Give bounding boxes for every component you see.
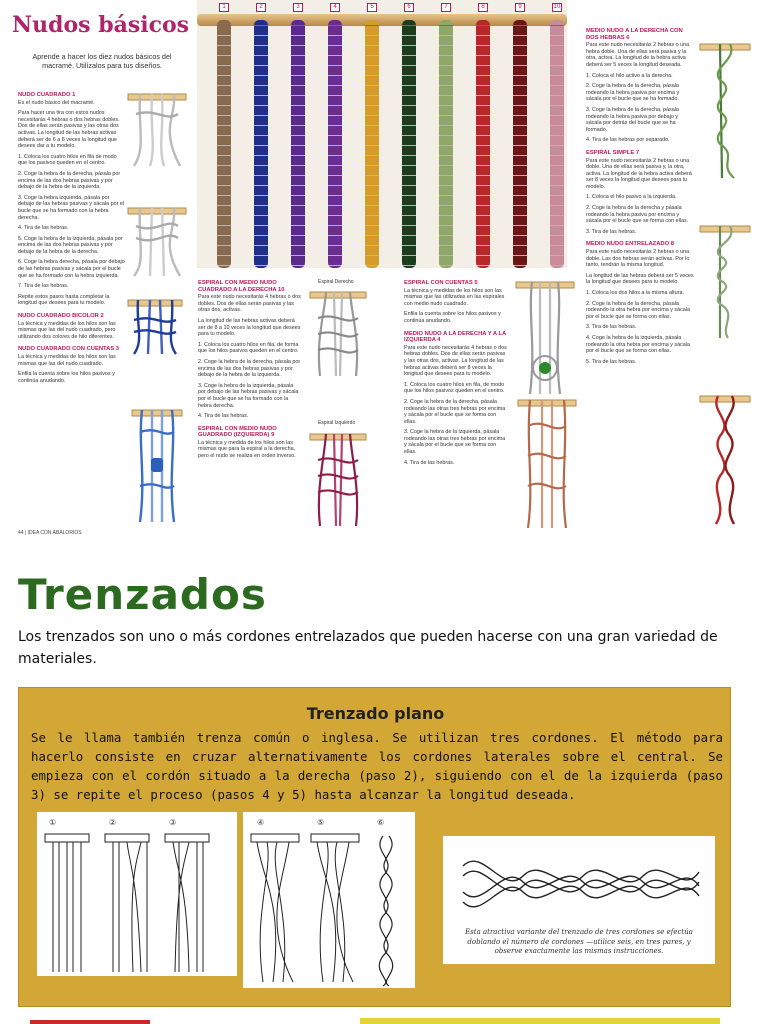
cord-samples-photo: [197, 0, 567, 268]
cord-number-label: 2: [256, 3, 266, 12]
trenzado-plano-text: Se le llama también trenza común o inglesa. Se utilizan tres cordones. El método para hacerlo consiste en cruzar alternativamente los cordones laterales sobre el central. Se empieza con el cordón situado a la derecha (paso 2), siguiendo con el de la izquierda (paso 3) se repite el proceso (pasos 4 y 5) hasta alcanzar la longitud deseada.: [31, 730, 723, 802]
knotted-cord-sample: [328, 20, 342, 268]
section-heading: ESPIRAL CON MEDIO NUDO GUADRADO (IZQUIERDA) 9: [198, 425, 277, 439]
beaded-spiral-figure: [510, 276, 580, 396]
knotted-cord-sample: [254, 20, 268, 268]
paragraph: 2. Coge la hebra de la derecha y pásala rodeando la hebra pasiva por encima y sácala por el bucle que se forma con ellas.: [586, 205, 689, 225]
paragraph: La longitud de las hebras activas deberá ser de 8 a 10 veces la longitud que desees para tu modelo.: [198, 317, 301, 338]
trenzado-plano-title: Trenzado plano: [306, 704, 445, 723]
step-label-5: ⑤: [317, 818, 325, 827]
paragraph: 5. Coge la hebra de la izquierda, pásala por encima de las dos hebras pasivas y por debajo de la hebra de la derecha.: [18, 235, 123, 255]
two-cord-knot-figure: [698, 40, 752, 180]
braid-steps-4-6-drawing: [243, 812, 415, 988]
paragraph: 3. Coge la hebra izquierda, pásala por debajo de las hebras pasivas y sácala por el bucle que se ha formado con la hebra derecha.: [18, 194, 125, 221]
cord-number-label: 5: [367, 3, 377, 12]
six-cord-braid-caption: Esta atractiva variante del trenzado de tres cordones se efectúa doblando el número de cordones —utilice seis, en tres pares, y observe exactamente las mismas instrucciones.: [465, 928, 693, 955]
braid-steps-1-3-drawing: [37, 812, 237, 976]
paragraph: La longitud de las hebras deberá ser 5 veces la longitud que desees para tu modelo.: [586, 272, 694, 286]
paragraph: 2. Coge la hebra de la derecha, pásala rodeando la otra hebra por encima y sácala por el bucle que se forma con ellas.: [586, 300, 690, 320]
step-label-6: ⑥: [377, 818, 385, 827]
paragraph: 4. Tira de las hebras.: [198, 413, 249, 420]
paragraph: 4. Coge la hebra de la izquierda, pásala rodeando la otra hebra por encima y sácala por el bucle que se forma con ellas.: [586, 334, 690, 355]
cord-number-label: 8: [478, 3, 488, 12]
knotted-cord-sample: [402, 20, 416, 268]
square-knot-figure-2: [126, 202, 188, 278]
paragraph: Es el nudo básico del macramé.: [18, 99, 95, 106]
paragraph: 1. Coloca el hilo activo a la derecha.: [586, 72, 673, 79]
paragraph: Para este nudo necesitarás 2 hebras o una doble. Una de ellas será pasiva y, la otra, activa. La longitud de la hebra activa deberá ser 8 veces la longitud que desees para tu modelo.: [586, 157, 692, 190]
cord-number-label: 9: [515, 3, 525, 12]
spiral-left-figure: [306, 430, 370, 528]
paragraph: 3. Tira de las hebras.: [586, 228, 637, 235]
paragraph: Para este nudo necesitarás 4 hebras o dos hebras dobles. Dos de ellas serán pasivas y las otras dos, activas. La longitud de las hebras activas deberá ser 8 veces la longitud que desees para tu modelo.: [404, 344, 507, 378]
paragraph: Para este nudo necesitarás 4 hebras o dos dobles. Dos de ellas serán pasivas y las otras dos, activas.: [198, 294, 301, 314]
cord-number-label: 6: [404, 3, 414, 12]
half-knot-figure: [514, 396, 580, 530]
knotted-cord-sample: [291, 20, 305, 268]
magazine-intro: Aprende a hacer los diez nudos básicos del macramé. Utilízalos para tus diseños.: [32, 52, 172, 70]
trenzado-plano-box: [18, 687, 731, 1007]
bottom-red-strip: [30, 1020, 150, 1024]
paragraph: Para hacer una tira con estos nudos necesitarás 4 hebras o dos hebras dobles. Dos de ellas serán pasivas y las otras dos activas. La longitud de las hebras activas deberá ser de 6 a 8 veces la longitud que desees dar a tu modelo.: [18, 110, 120, 150]
paragraph: 3. Coge la hebra de la izquierda, pásala rodeando las otras tres hebras por encima y sácala por el bucle que se forma con ellas.: [404, 429, 506, 456]
bottom-yellow-strip: [360, 1018, 720, 1024]
beaded-knot-figure: [130, 406, 184, 524]
section-heading: NUDO CUADRADO CON CUENTAS 3: [18, 346, 120, 353]
paragraph: 2. Coge la hebra de la derecha, pásala por encima de las dos hebras pasivas y por debajo de la hebra de la izquierda.: [18, 170, 121, 191]
paragraph: 1. Coloca los cuatro hilos en fila de modo que los pasivos queden en el centro.: [18, 153, 117, 167]
step-label-4: ④: [257, 818, 265, 827]
fig-label-espiral-izquierdo: Espiral Izquierdo: [318, 420, 356, 426]
knotted-cord-sample: [513, 20, 527, 268]
paragraph: 1. Coloca los cuatro hilos en fila, de forma que los hilos pasivos queden en el centro.: [198, 341, 299, 355]
six-cord-braid-drawing: [443, 836, 715, 928]
knotted-cord-sample: [439, 20, 453, 268]
six-cord-braid-panel: [443, 836, 715, 964]
cord-number-label: 1: [219, 3, 229, 12]
knotted-cord-sample: [476, 20, 490, 268]
paragraph: 3. Tira de las hebras.: [586, 324, 637, 331]
section-heading: MEDIO NUDO ENTRELAZADO 8: [586, 241, 674, 248]
paragraph: La técnica y medida de los hilos son las mismas que para la espiral a la derecha, pero el nudo se realiza en orden inverso.: [198, 439, 296, 460]
square-knot-figure-1: [126, 88, 188, 168]
paragraph: La técnica y medidas de los hilos son las mismas que las del nudo cuadrado, pero utilizando dos colores de hilo diferentes.: [18, 320, 116, 340]
paragraph: 4. Tira de las hebras.: [18, 225, 69, 232]
paragraph: 2. Coge la hebra de la derecha, pásala rodeando la hebra pasiva por encima y sácala por el bucle que se ha formado.: [586, 83, 680, 103]
section-heading: MEDIO NUDO A LA DERECHA Y A LA IZQUIERDA 4: [404, 330, 506, 344]
paragraph: 3. Coge la hebra de la izquierda, pásala por debajo de las hebras pasivas y sácala por el bucle que se ha formado con la hebra derecha.: [198, 382, 299, 409]
section-heading: MEDIO NUDO A LA DERECHA CON DOS HEBRAS 6: [586, 28, 683, 41]
cord-number-label: 4: [330, 3, 340, 12]
paragraph: Repite estos pasos hasta completar la longitud que desees para tu modelo.: [18, 293, 110, 307]
braid-steps-1-3-panel: [37, 812, 237, 976]
section-heading: NUDO CUADRADO BICOLOR 2: [18, 313, 104, 320]
paragraph: 1. Coloca los cuatro hilos en fila, de modo que los hilos pasivos queden en el centro.: [404, 381, 505, 395]
text-column-2: [198, 274, 302, 464]
paragraph: Para este nudo necesitarás 2 hebras o una doble. Las dos hebras serán activas. Por lo tanto, tendrán la misma longitud.: [586, 249, 690, 269]
step-label-3: ③: [169, 818, 177, 827]
page-footer: 44 | IDEA CON ABALORIOS: [18, 530, 82, 536]
braid-steps-4-6-panel: [243, 812, 415, 988]
paragraph: 5. Tira de las hebras.: [586, 358, 637, 365]
knotted-cord-sample: [550, 20, 564, 268]
cord-number-label: 7: [441, 3, 451, 12]
paragraph: 6. Coge la hebra derecha, pásala por debajo de las hebras pasivas y sácala por el bucle que se ha formado con la hebra izquierda.: [18, 259, 125, 279]
paragraph: Para este nudo necesitarás 2 hebras o una hebra doble. Una de ellas será pasiva y la otra, activa. La longitud de la hebra activa deberá ser 5 veces la longitud deseada.: [586, 42, 690, 68]
text-column-1: [18, 86, 126, 388]
section-heading: ESPIRAL CON CUENTAS 5: [404, 280, 478, 286]
fig-label-espiral-derecho: Espiral Derecho: [318, 279, 354, 285]
knotted-cord-sample: [217, 20, 231, 268]
paragraph: Enfila la cuenta sobre los hilos pasivos y continúa anudando.: [404, 311, 501, 324]
text-column-3: [404, 274, 508, 470]
cord-number-label: 3: [293, 3, 303, 12]
paragraph: 1. Coloca los dos hilos a la misma altura.: [586, 290, 684, 296]
simple-spiral-figure: [698, 222, 752, 340]
section-heading: ESPIRAL CON MEDIO NUDO CUADRADO A LA DERECHA 10: [198, 280, 285, 293]
paragraph: 4. Tira de las hebras.: [404, 459, 455, 466]
wooden-rod: [197, 14, 567, 26]
paragraph: La técnica y medidas de los hilos son las mismas que las del nudo cuadrado.: [18, 354, 116, 367]
paragraph: Enfila la cuenta sobre los hilos pasivos y continúa anudando.: [18, 371, 115, 384]
trenzados-title: Trenzados: [18, 570, 267, 619]
magazine-title: Nudos básicos: [12, 12, 190, 38]
text-column-4: [586, 22, 694, 369]
bicolor-knot-figure: [126, 296, 184, 356]
trenzados-intro: Los trenzados son uno o más cordones entrelazados que pueden hacerse con una gran variedad de materiales.: [18, 629, 718, 667]
paragraph: 4. Tira de las hebras por separado.: [586, 137, 670, 144]
step-label-1: ①: [49, 818, 57, 827]
paragraph: 2. Coge la hebra de la derecha, pásala por encima de las dos hebras pasivas y por debajo de la hebra de la izquierda.: [198, 358, 301, 379]
knotted-cord-sample: [365, 20, 379, 268]
step-label-2: ②: [109, 818, 117, 827]
paragraph: La técnica y medidas de los hilos son las mismas que las utilizadas en las espirales con medio nudo cuadrado.: [404, 287, 505, 307]
paragraph: 3. Coge la hebra de la derecha, pásala rodeando la hebra pasiva por debajo y sácala por detrás del bucle que se ha formado.: [586, 106, 679, 133]
paragraph: 7. Tira de las hebras.: [18, 283, 69, 290]
interlaced-knot-figure: [698, 392, 752, 526]
cord-number-label: 10: [553, 4, 561, 10]
section-heading: NUDO CUADRADO 1: [18, 92, 76, 98]
section-heading: ESPIRAL SIMPLE 7: [586, 149, 640, 156]
paragraph: 1. Coloca el hilo pasivo a la izquierda.: [586, 194, 677, 201]
paragraph: 2. Coge la hebra de la derecha, pásala rodeando las otras tres hebras por encima y sácala por el bucle que se forma con ellas.: [404, 398, 506, 425]
spiral-right-figure: [306, 288, 370, 378]
